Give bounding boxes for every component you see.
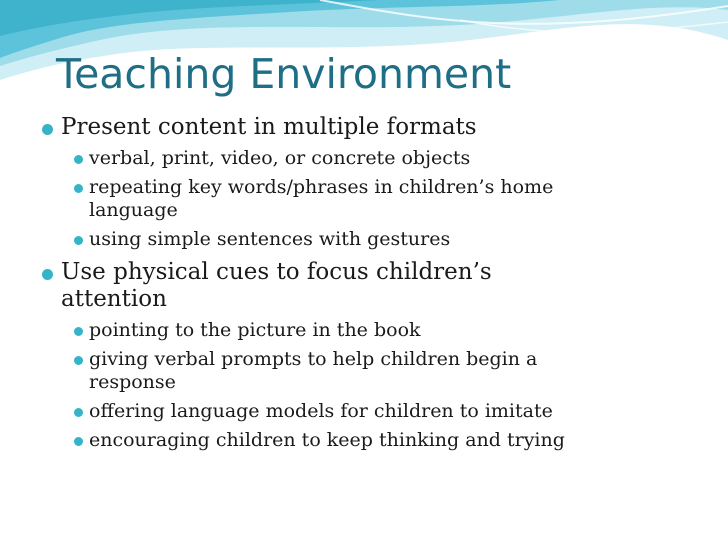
bullet-dot-icon <box>74 155 83 164</box>
bullet-text: Use physical cues to focus children’s attention <box>61 259 492 312</box>
bullet-dot-icon <box>74 408 83 417</box>
bullet-text: repeating key words/phrases in children’s home language <box>89 176 554 221</box>
bullet-dot-icon <box>74 437 83 446</box>
bullet-text: using simple sentences with gestures <box>89 228 451 250</box>
bullet-text: offering language models for children to imitate <box>89 400 553 422</box>
slide-title: Teaching Environment <box>56 50 512 98</box>
bullet-level2 <box>0 429 599 452</box>
bullet-text: Present content in multiple formats <box>61 114 477 140</box>
bullet-dot-icon <box>74 236 83 245</box>
bullet-dot-icon <box>74 356 83 365</box>
bullet-text: verbal, print, video, or concrete objects <box>89 147 471 169</box>
bullet-text: giving verbal prompts to help children begin a response <box>89 348 538 393</box>
bullet-level2 <box>0 228 599 251</box>
bullet-level2 <box>0 400 599 423</box>
bullet-dot-icon <box>74 184 83 193</box>
bullet-dot-icon <box>74 327 83 336</box>
bullet-dot-icon <box>42 269 53 280</box>
bullet-level2 <box>0 319 599 342</box>
bullet-text: pointing to the picture in the book <box>89 319 421 341</box>
bullet-text: encouraging children to keep thinking and trying <box>89 429 565 451</box>
bullet-level1 <box>0 114 531 141</box>
bullet-level2 <box>0 348 599 394</box>
bullet-level2 <box>0 147 599 170</box>
bullet-level2 <box>0 176 599 222</box>
bullet-list <box>0 114 728 458</box>
bullet-dot-icon <box>42 124 53 135</box>
bullet-level1 <box>0 259 531 313</box>
